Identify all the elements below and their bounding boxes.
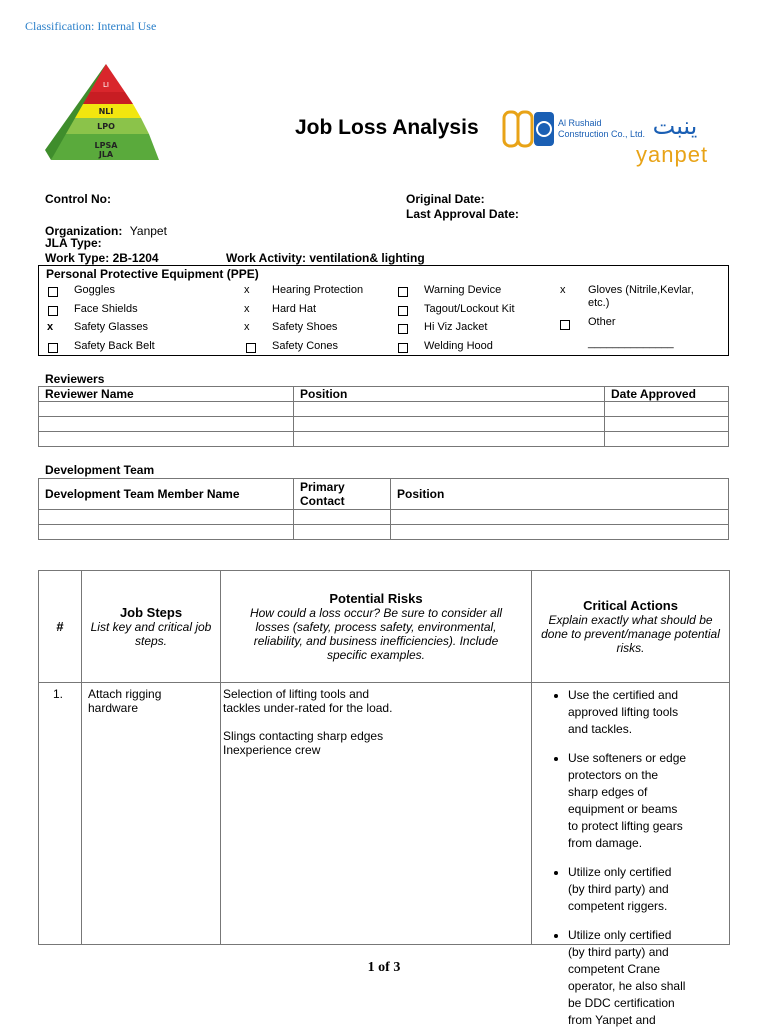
checkbox-hi-viz-jacket[interactable]	[398, 324, 408, 334]
action-item: • Use softeners or edge protectors on the sharp edges of equipment or beams to protect lifting gears from damage.	[568, 750, 689, 852]
last-approval-date-label: Last Approval Date:	[406, 207, 519, 221]
yanpet-logo	[630, 112, 722, 172]
table-row	[39, 432, 729, 447]
checkbox-face-shields[interactable]	[48, 306, 58, 316]
checkmark-safety-glasses[interactable]: x	[47, 321, 54, 333]
page-title: Job Loss Analysis	[295, 116, 479, 139]
col-header-job-steps	[82, 571, 221, 683]
yanpet-latin-text: yanpet	[636, 142, 709, 167]
potential-risks-subtitle: How could a loss occur? Be sure to consider all losses (safety, process safety, environmental, reliability, and business inefficiencies). Include specific examples.	[249, 606, 503, 662]
ppe-label-safety-cones: Safety Cones	[272, 340, 339, 352]
original-date-label: Original Date:	[406, 192, 485, 206]
pyramid-level-li: LI	[103, 81, 109, 89]
critical-actions-title: Critical Actions	[583, 598, 678, 613]
reviewers-col-date: Date Approved	[605, 387, 729, 402]
ppe-label-hi-viz-jacket: Hi Viz Jacket	[424, 321, 488, 333]
classification-label: Classification: Internal Use	[25, 19, 157, 33]
checkbox-other[interactable]	[560, 320, 570, 330]
ppe-label-welding-hood: Welding Hood	[424, 340, 493, 352]
checkbox-warning-device[interactable]	[398, 287, 408, 297]
critical-actions-subtitle: Explain exactly what should be done to prevent/manage potential risks.	[541, 613, 720, 655]
table-row	[39, 510, 729, 525]
ppe-section	[38, 265, 729, 356]
ppe-label-safety-back-belt: Safety Back Belt	[74, 340, 155, 352]
row-critical-actions	[532, 683, 730, 1027]
dev-team-col-primary-contact: Primary Contact	[294, 479, 391, 510]
ppe-label-safety-glasses: Safety Glasses	[74, 321, 148, 333]
job-steps-title: Job Steps	[119, 605, 183, 620]
dev-team-col-position: Position	[391, 479, 729, 510]
reviewers-heading: Reviewers	[45, 372, 105, 386]
table-row	[39, 683, 730, 945]
checkmark-gloves[interactable]: x	[560, 284, 566, 296]
pyramid-level-lpo: LPO	[97, 122, 115, 131]
ppe-label-warning-device: Warning Device	[424, 284, 502, 296]
yanpet-arabic-text: ينبت	[652, 112, 698, 140]
potential-risks-title: Potential Risks	[329, 591, 423, 606]
control-no-label: Control No:	[45, 192, 111, 206]
checkmark-hearing-protection[interactable]: x	[244, 284, 250, 296]
reviewers-col-name: Reviewer Name	[39, 387, 294, 402]
col-header-number: #	[39, 571, 82, 683]
jla-type-label: JLA Type:	[45, 236, 102, 250]
checkmark-safety-shoes[interactable]: x	[244, 321, 250, 333]
checkbox-welding-hood[interactable]	[398, 343, 408, 353]
organization-label: Organization:	[45, 224, 123, 238]
checkbox-safety-cones[interactable]	[246, 343, 256, 353]
ppe-label-goggles: Goggles	[74, 284, 115, 296]
ppe-label-hearing-protection: Hearing Protection	[272, 284, 364, 296]
dev-team-heading: Development Team	[45, 463, 155, 477]
table-row	[39, 417, 729, 432]
reviewers-table	[38, 386, 729, 447]
alrushaid-text: Al Rushaid Construction Co., Ltd.	[558, 118, 646, 139]
reviewers-col-position: Position	[294, 387, 605, 402]
job-steps-subtitle: List key and critical job steps.	[90, 620, 212, 648]
row-potential-risks	[221, 683, 532, 945]
dev-team-table	[38, 478, 729, 540]
organization-value: Yanpet	[129, 224, 167, 238]
ppe-label-hard-hat: Hard Hat	[272, 303, 317, 315]
work-type-label: Work Type: 2B-1204	[45, 251, 159, 265]
table-row	[39, 402, 729, 417]
ppe-other-line[interactable]: ______________	[588, 337, 674, 349]
page-number: 1 of 3	[367, 960, 401, 975]
dev-team-col-name: Development Team Member Name	[39, 479, 294, 510]
work-activity-label: Work Activity: ventilation& lighting	[226, 251, 425, 265]
checkbox-safety-back-belt[interactable]	[48, 343, 58, 353]
ppe-title: Personal Protective Equipment (PPE)	[46, 267, 259, 281]
ppe-label-tagout-lockout-kit: Tagout/Lockout Kit	[424, 303, 515, 315]
action-item: • Use the certified and approved lifting tools and tackles.	[568, 687, 689, 738]
ppe-label-other: Other	[588, 316, 616, 328]
pyramid-logo	[45, 64, 167, 171]
risk-item: Selection of lifting tools and tackles under-rated for the load.	[223, 687, 393, 715]
pyramid-level-jla: JLA	[98, 150, 114, 159]
ppe-label-safety-shoes: Safety Shoes	[272, 321, 338, 333]
ppe-label-gloves: Gloves (Nitrile,Kevlar, etc.)	[588, 284, 694, 309]
alrushaid-logo	[503, 110, 646, 150]
pyramid-level-nli: NLI	[98, 107, 114, 116]
ppe-label-face-shields: Face Shields	[74, 303, 138, 315]
risk-item: Slings contacting sharp edges Inexperience crew	[223, 729, 384, 757]
col-header-potential-risks	[221, 571, 532, 683]
action-item: • Utilize only certified (by third party) and competent riggers.	[568, 864, 689, 915]
pyramid-level-lpsa: LPSA	[94, 141, 118, 150]
checkbox-tagout-lockout-kit[interactable]	[398, 306, 408, 316]
table-row	[39, 525, 729, 540]
checkmark-hard-hat[interactable]: x	[244, 303, 250, 315]
col-header-critical-actions	[532, 571, 730, 683]
row-number: 1.	[39, 683, 82, 945]
row-job-step: Attach rigging hardware	[82, 683, 221, 945]
checkbox-goggles[interactable]	[48, 287, 58, 297]
action-item: • Utilize only certified (by third party) and competent Crane operator, he also shall be DDC certification from Yanpet and	[568, 927, 689, 1029]
